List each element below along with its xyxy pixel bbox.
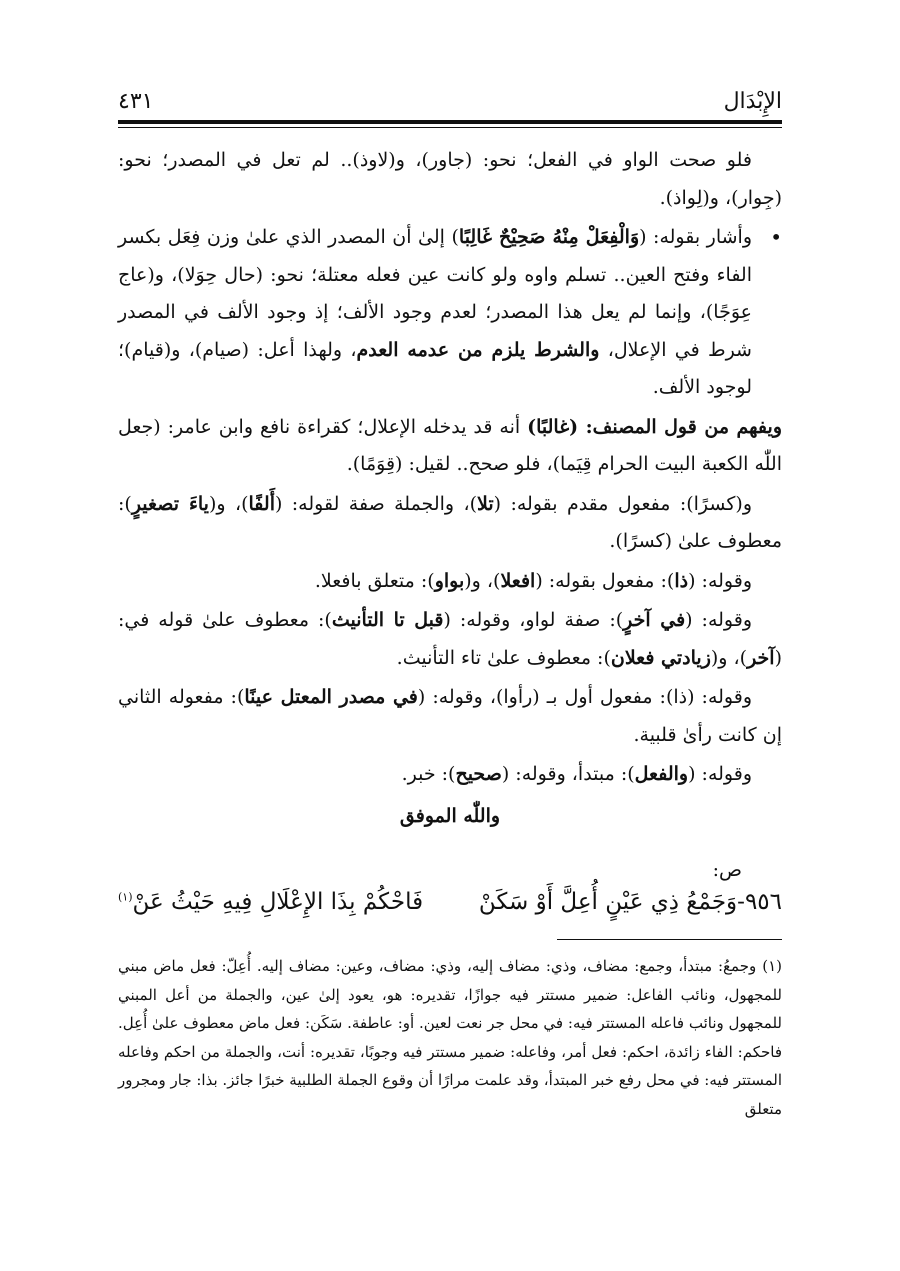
running-header <box>118 70 782 114</box>
paragraph-1: فلو صحت الواو في الفعل؛ نحو: (جاور)، و(لاوذ).. لم تعل في المصدر؛ نحو: (جِوار)، و(لِواذ). <box>118 149 782 209</box>
p2-text-c: ، ولهذا أعل: (صيام)، و(قيام)؛ لوجود الألف. <box>118 338 752 398</box>
p4-c: )، والجملة صفة لقوله: ( <box>274 492 478 515</box>
verse-label: ص: <box>712 859 742 881</box>
p4-d: )، و( <box>208 492 249 515</box>
p3-bold: ويفهم من قول المصنف: (غالبًا) <box>527 415 782 438</box>
p6-b4: زيادتي فعلان <box>610 646 711 669</box>
p4-b1: تلا <box>477 492 494 515</box>
p6-b3: آخر <box>747 646 775 669</box>
p2-text-b: ) إلىٰ أن المصدر الذي علىٰ وزن فِعَل بكسر الفاء وفتح العين.. تسلم واوه ولو كانت عين فعله معتلة؛ نحو: (حال حِوَلا)، و(عاج عِوَجًا)، وإنما لم يعل هذا المصدر؛ لعدم وجود الألف؛ إذ وجود الألف في المصدر شرط في الإعلال، <box>118 226 752 361</box>
verse-right-hemistich: ٩٥٦-وَجَمْعُ ذِي عَيْنٍ أُعِلَّ أَوْ سَكَنْ <box>478 889 782 915</box>
p2-text-a: وأشار بقوله: ( <box>639 226 753 248</box>
paragraph-6 <box>118 602 782 677</box>
p8-d: ): خبر. <box>401 763 456 785</box>
p5-d: )، و( <box>464 569 501 592</box>
paragraph-2 <box>118 219 782 407</box>
header-rule-thin <box>118 127 782 128</box>
footnote-reference[interactable]: (١) <box>118 890 133 904</box>
footnote-text: وجمعُ: مبتدأ، وجمع: مضاف، وذي: مضاف إليه، وذي: مضاف، وعين: مضاف إليه. أُعِلّ: فعل ماض مبني للمجهول، ونائب الفاعل: ضمير مستتر فيه جوازًا، تقديره: هو، يعود إلىٰ عين، والجملة من أعل المبني للمجهول ونائب فاعله المستتر فيه: في محل جر نعت لعين. أو: عاطفة. سَكَن: فعل ماض معطوف علىٰ أُعِل. فاحكم: الفاء زائدة، احكم: فعل أمر، وفاعله: ضمير مستتر فيه وجوبًا، تقديره: أنت، والجملة من احكم وفاعله المستتر فيه: في محل رفع خبر المبتدأ، وقد علمت مرارًا أن وقوع الجملة الطلبية خبرًا جائز. بذا: جار ومجرور متعلق <box>118 957 782 1118</box>
p5-a: وقوله: ( <box>688 569 752 592</box>
bullet-icon: • <box>770 225 782 249</box>
paragraph-4 <box>118 486 782 561</box>
p5-b1: ذا <box>674 569 689 592</box>
paragraph-3 <box>118 409 782 484</box>
footnote-number: (١) <box>762 957 782 975</box>
verse-line <box>118 889 782 915</box>
p6-c: ): صفة لواو، وقوله: ( <box>443 609 624 631</box>
p8-c: ): مبتدأ، وقوله: ( <box>501 763 635 785</box>
p7-c: ): مفعوله الثاني إن كانت رأىٰ قلبية. <box>118 686 782 746</box>
p6-b1: في آخرٍ <box>623 609 686 631</box>
paragraph-5 <box>118 563 782 601</box>
p8-b1: والفعل <box>634 763 689 785</box>
p4-e: ): معطوف علىٰ (كسرًا). <box>118 492 782 552</box>
p8-a: وقوله: ( <box>688 763 752 785</box>
header-rule-thick <box>118 120 782 124</box>
p4-b2: أَلفًا <box>248 492 275 515</box>
footnote-separator <box>557 939 782 940</box>
book-page <box>118 70 782 1123</box>
closing-phrase: واللّٰه الموفق <box>399 804 501 827</box>
main-text <box>118 142 782 835</box>
p2-underlined-rule: والشرط يلزم من عدمه العدم <box>356 338 600 361</box>
p8-b2: صحيح <box>455 763 502 785</box>
p2-quote: وَالْفِعَلْ مِنْهُ صَحِيْحٌ غَالِبًا <box>458 226 640 248</box>
chapter-title: الإِبْدَال <box>723 89 782 114</box>
p6-a: وقوله: ( <box>685 609 752 631</box>
p7-b: في مصدر المعتل عينًا <box>244 686 418 708</box>
p6-f: ): معطوف علىٰ تاء التأنيث. <box>396 646 611 669</box>
p6-e: )، و( <box>710 646 748 669</box>
page-number: ٤٣١ <box>118 89 154 114</box>
p5-e: ): متعلق بافعلا. <box>314 569 435 592</box>
p5-b3: بواو <box>434 569 465 592</box>
p7-a: وقوله: (ذا): مفعول أول بـ (رأوا)، وقوله: ( <box>417 686 752 708</box>
p5-b2: افعلا <box>500 569 536 592</box>
p4-a: و(كسرًا): مفعول مقدم بقوله: ( <box>493 492 752 515</box>
paragraph-7 <box>118 679 782 754</box>
p5-c: ): مفعول بقوله: ( <box>535 569 675 592</box>
paragraph-8 <box>118 756 782 794</box>
p6-b2: قبل تا التأنيث <box>331 609 444 631</box>
verse-left-part <box>118 889 423 915</box>
p6-d: ): معطوف علىٰ قوله في: ( <box>118 609 782 669</box>
p3-rest: أنه قد يدخله الإعلال؛ كقراءة نافع وابن عامر: (جعل اللّٰه الكعبة البيت الحرام قِيَما)، فلو صحح.. لقيل: (قِوَمًا). <box>118 415 782 475</box>
p4-b3: ياءَ تصغيرٍ <box>131 492 209 515</box>
footnote <box>118 952 782 1123</box>
verse-left-hemistich: فَاحْكُمْ بِذَا الإِعْلَالِ فِيهِ حَيْثُ عَنْ <box>132 889 424 915</box>
